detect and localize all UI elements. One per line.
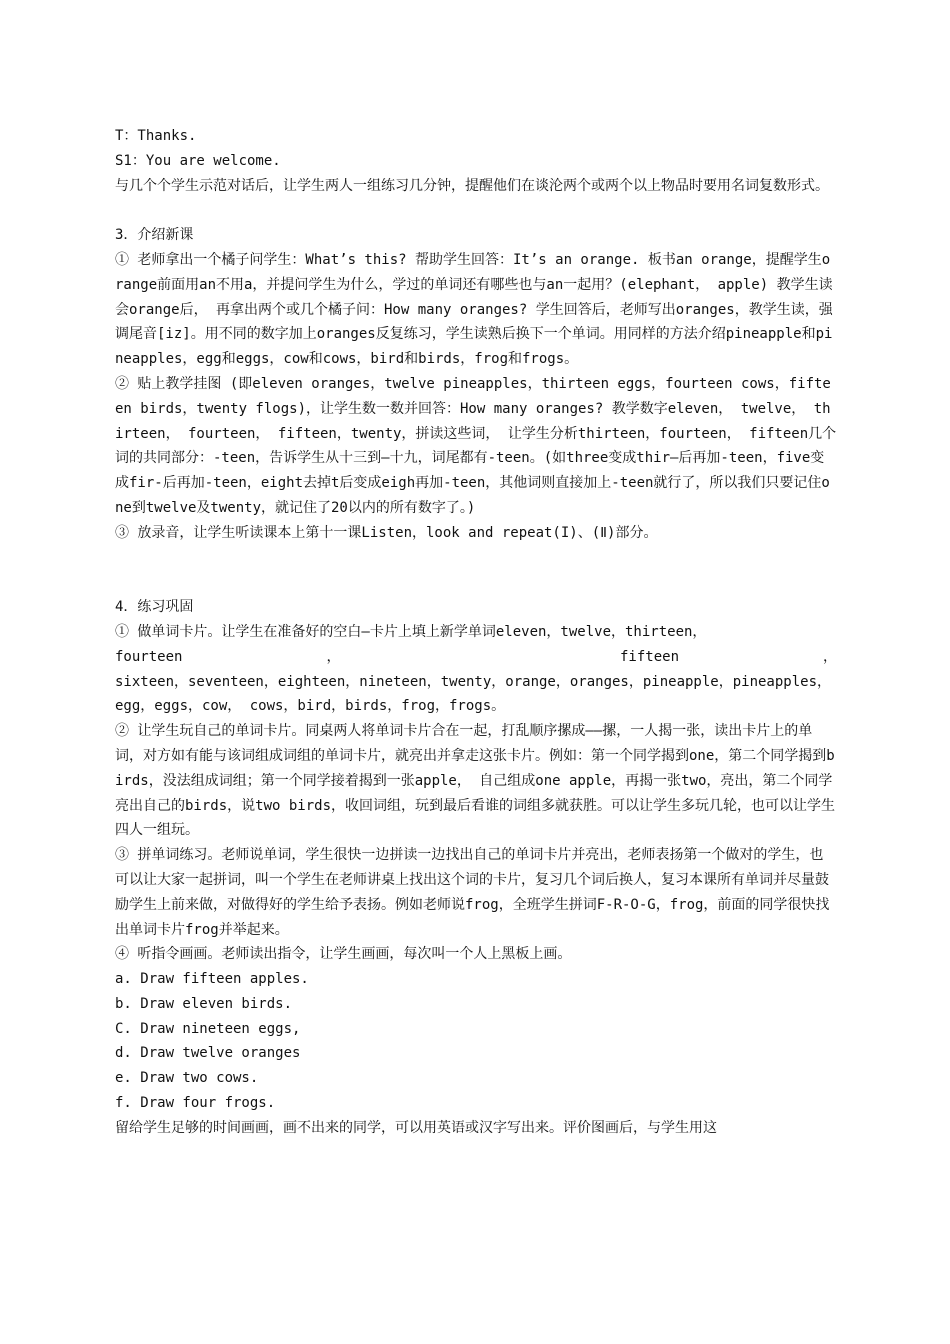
- dialogue-line-teacher: T：Thanks.: [115, 128, 197, 144]
- section-4-paragraph-1c: sixteen，seventeen，eighteen，nineteen，twenty，orange，oranges，pineapple，pineapples，egg，eggs，cow， cows，bird，birds，frog，frogs。: [115, 673, 832, 715]
- spacer: [115, 546, 837, 596]
- section-4-heading: 4．练习巩固: [115, 599, 194, 616]
- section-4-paragraph-1b: [115, 645, 837, 670]
- section-4-paragraph-3: ③ 拼单词练习。老师说单词，学生很快一边拼读一边找出自己的单词卡片并亮出，老师表扬第一个做对的学生，也可以让大家一起拼词，叫一个学生在老师讲桌上找出这个词的卡片，复习几个词后换人，复习本课所有单词并尽量鼓励学生上前来做，对做得好的学生给予表扬。例如老师说frog，全班学生拼词F-R-O-G，frog，前面的同学很快找出单词卡片frog并举起来。: [115, 847, 830, 938]
- instruction-e: e. Draw two cows.: [115, 1070, 259, 1087]
- section-3-paragraph-3: ③ 放录音，让学生听读课本上第十一课Listen，look and repeat(I)、(Ⅱ)部分。: [115, 524, 658, 541]
- section-4-paragraph-2: ② 让学生玩自己的单词卡片。同桌两人将单词卡片合在一起，打乱顺序摞成——摞，一人揭一张，读出卡片上的单词，对方如有能与该词组成词组的单词卡片，就亮出并拿走这张卡片。例如：第一个同学揭到one，第二个同学揭到birds，没法组成词组；第一个同学接着揭到一张apple， 自己组成one apple，再揭一张two，亮出，第二个同学亮出自己的birds，说two birds，收回词组，玩到最后看谁的词组多就获胜。可以让学生多玩几轮，也可以让学生四人一组玩。: [115, 723, 835, 839]
- word-fourteen: fourteen: [115, 648, 183, 665]
- section-3-paragraph-1: ① 老师拿出一个橘子问学生：What’s this? 帮助学生回答：It’s an orange. 板书an orange，提醒学生orange前面用an不用a，并提问学生为什么，学过的单词还有哪些也与an一起用？(elephant， apple) 教学生读会orange后， 再拿出两个或几个橘子问：How many oranges? 学生回答后，老师写出oranges，教学生读，强调尾音[iz]。用不同的数字加上oranges反复练习，学生读熟后换下一个单词。用同样的方法介绍pineapple和pineapples，egg和eggs，cow和cows，bird和birds，frog和frogs。: [115, 251, 833, 368]
- practice-note-paragraph: 与几个个学生示范对话后，让学生两人一组练习几分钟，提醒他们在谈沦两个或两个以上物品时要用名词复数形式。: [115, 177, 829, 194]
- instruction-f: f. Draw four frogs.: [115, 1095, 276, 1112]
- section-4-paragraph-1a: ① 做单词卡片。让学生在准备好的空白—卡片上填上新学单词eleven，twelve，thirteen，: [115, 623, 707, 640]
- comma: ，: [326, 648, 476, 665]
- instruction-c: C. Draw nineteen eggs,: [115, 1020, 301, 1037]
- section-3-heading: 3．介绍新课: [115, 227, 194, 244]
- spacer: [115, 198, 837, 223]
- instruction-d: d. Draw twelve oranges: [115, 1045, 301, 1062]
- dialogue-line-student: S1：You are welcome.: [115, 152, 281, 169]
- closing-paragraph: 留给学生足够的时间画画，画不出来的同学，可以用英语或汉字写出来。评价图画后，与学生用这: [115, 1119, 717, 1136]
- section-3-paragraph-2: ② 贴上教学挂图 (即eleven oranges，twelve pineapples，thirteen eggs，fourteen cows，fifteen birds，twenty flogs)，让学生数一数并回答：How many oranges? 教学数字eleven， twelve， thirteen， fourteen， fifteen，twenty，拼读这些词， 让学生分析thirteen，fourteen， fifteen几个词的共同部分：-teen，告诉学生从十三到—十九，词尾都有-teen。(如three变成thir—后再加-teen，five变成fir-后再加-teen，eight去掉t后变成eigh再加-teen，其他词则直接加上-teen就行了，所以我们只要记住one到twelve及twenty，就记住了20以内的所有数字了。): [115, 375, 837, 516]
- document-body: [115, 124, 837, 1141]
- instruction-a: a. Draw fifteen apples.: [115, 971, 309, 988]
- word-fifteen: fifteen: [620, 648, 680, 665]
- section-4-paragraph-4: ④ 听指令画画。老师读出指令，让学生画画，每次叫一个人上黑板上画。: [115, 946, 572, 963]
- instruction-b: b. Draw eleven birds.: [115, 995, 293, 1012]
- comma: ，: [823, 648, 838, 665]
